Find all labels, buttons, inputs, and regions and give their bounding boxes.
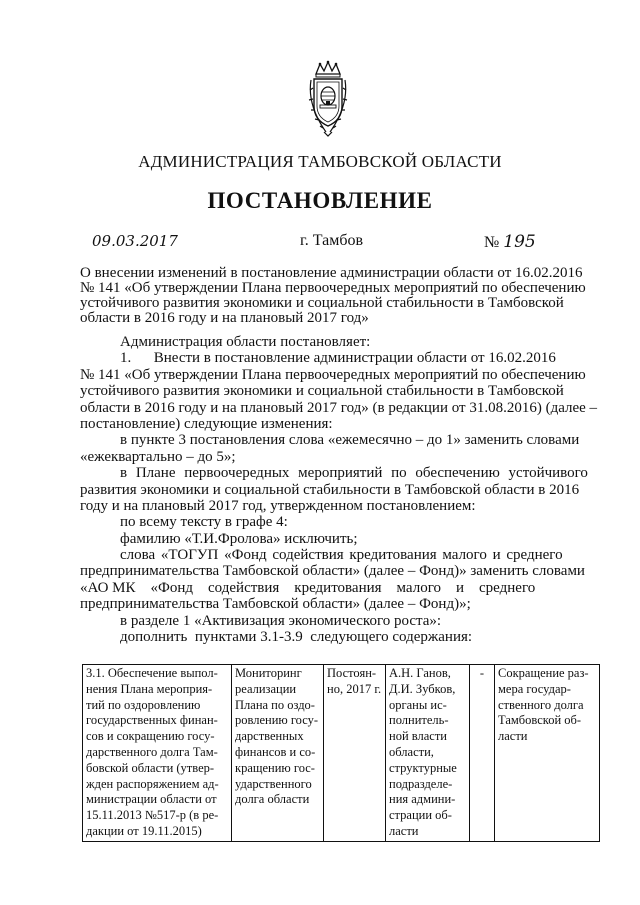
plan-table: [82, 664, 600, 842]
document-type-title: ПОСТАНОВЛЕНИЕ: [207, 188, 433, 213]
body-line: фамилию «Т.И.Фролова» исключить;: [120, 530, 358, 547]
body-line: предпринимательства Тамбовской области» (далее – Фонд)» заменить словами: [80, 563, 585, 580]
body-line: в разделе 1 «Активизация экономического роста»:: [120, 612, 442, 629]
table-cell-measure: 3.1. Обеспечение выпол- нения Плана мероприя- тий по оздоровлению государственных финан- сов и сокращению госу- дарственного долга Там- бовской области (утвер- жден распоряжением ад- министрации области от 15.11.2013 №517-р (в ре- дакции от 19.11.2015): [83, 665, 232, 842]
body-line: № 141 «Об утверждении Плана первоочередных мероприятий по обеспечению: [80, 366, 586, 383]
document-body: [80, 334, 600, 645]
body-line: в Плане первоочередных мероприятий по обеспечению устойчивого: [120, 465, 588, 482]
table-cell-funding: -: [470, 665, 495, 842]
body-line: «АО МК «Фонд содействия кредитования малого и среднего: [80, 579, 536, 596]
body-line: Администрация области постановляет:: [120, 334, 371, 350]
handwritten-number: 195: [503, 232, 536, 252]
body-line: 1. Внести в постановление администрации области от 16.02.2016: [120, 350, 556, 367]
body-line: предпринимательства Тамбовской области» (далее – Фонд)»;: [80, 596, 471, 613]
document-date: [92, 232, 178, 254]
table-cell-mechanism: Мониторинг реализации Плана по оздо- ровлению госу- дарственных финансов и со- кращению гос- ударственного долга области: [232, 665, 324, 842]
body-line: слова «ТОГУП «Фонд содействия кредитования малого и среднего: [120, 547, 563, 564]
body-line: в пункте 3 постановления слова «ежемесячно – до 1» заменить словами: [120, 432, 580, 449]
body-line: развития экономики и социальной стабильности в Тамбовской области в 2016: [80, 481, 580, 498]
coat-of-arms-icon: [306, 60, 350, 138]
document-number: [484, 232, 536, 254]
number-label: №: [484, 234, 500, 251]
body-line: области в 2016 году и на плановый 2017 год» (в редакции от 31.08.2016) (далее –: [80, 399, 598, 416]
body-line: постановление) следующие изменения:: [80, 415, 333, 432]
table-cell-deadline: Постоян- но, 2017 г.: [324, 665, 386, 842]
table-cell-responsible: А.Н. Ганов, Д.И. Зубков, органы ис- полнитель- ной власти области, структурные подразделе- ния админи- страции об- ласти: [386, 665, 470, 842]
subject-line: О внесении изменений в постановление администрации области от 16.02.2016: [80, 265, 583, 281]
subject-line: № 141 «Об утверждении Плана первоочередных мероприятий по обеспечению: [80, 280, 586, 296]
body-line: по всему тексту в графе 4:: [120, 514, 288, 531]
document-subject: [80, 266, 600, 326]
table-cell-result: Сокращение раз- мера государ- ственного долга Тамбовской об- ласти: [495, 665, 600, 842]
body-line: «ежеквартально – до 5»;: [80, 448, 236, 465]
handwritten-date: 09.03.2017: [92, 232, 178, 250]
subject-line: области в 2016 году и на плановый 2017 год»: [80, 310, 369, 326]
document-city: г. Тамбов: [300, 232, 364, 249]
table-row: [83, 665, 600, 842]
body-line: году и на плановый 2017 год, утвержденном постановлением:: [80, 497, 476, 514]
body-line: устойчивого развития экономики и социальной стабильности в Тамбовской: [80, 383, 564, 400]
subject-line: устойчивого развития экономики и социальной стабильности в Тамбовской: [80, 295, 564, 311]
body-line: дополнить пунктами 3.1-3.9 следующего содержания:: [120, 629, 473, 646]
organization-title: АДМИНИСТРАЦИЯ ТАМБОВСКОЙ ОБЛАСТИ: [138, 152, 502, 171]
